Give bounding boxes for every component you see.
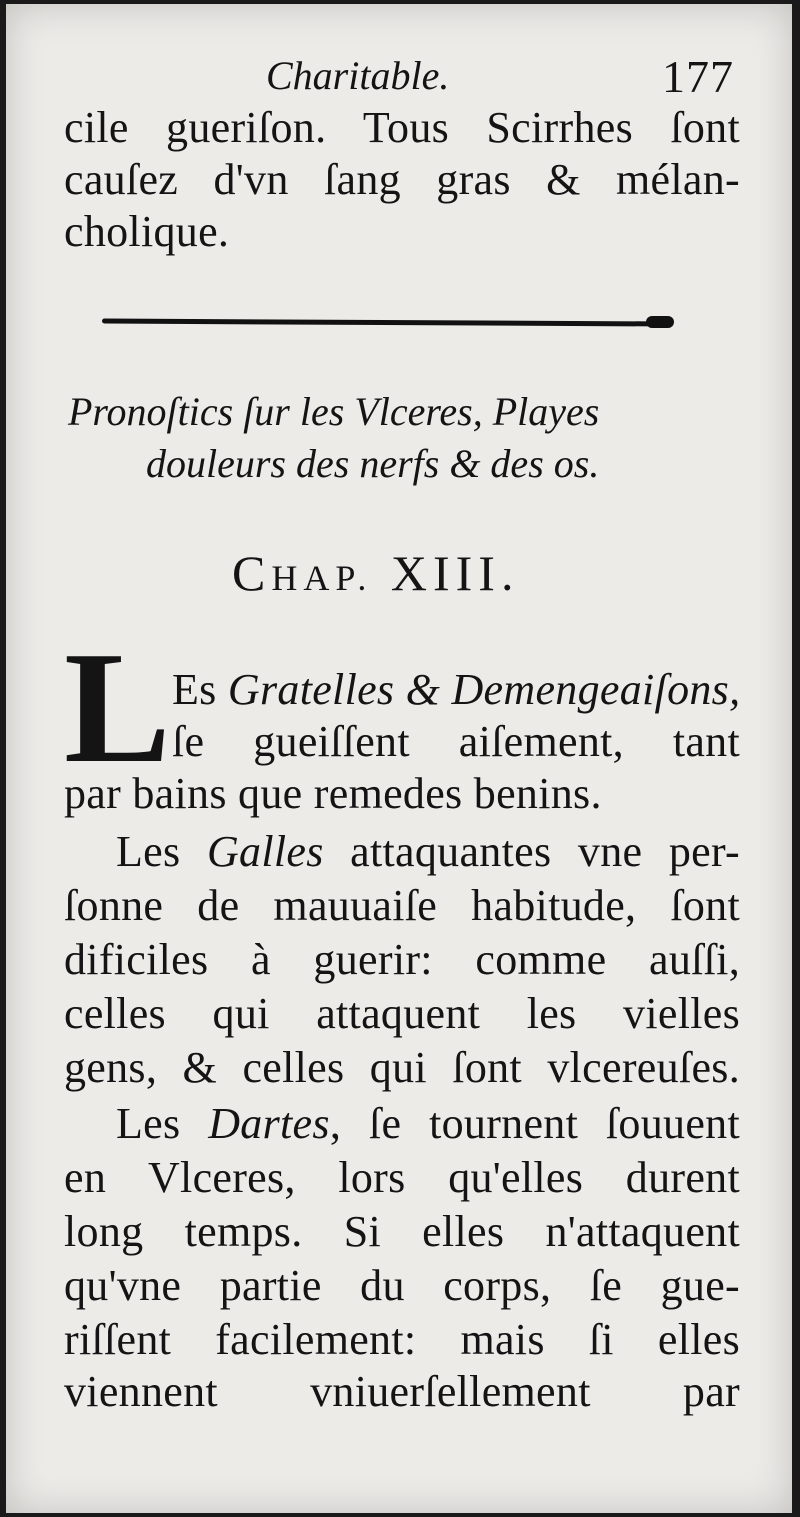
book-page: [6, 4, 792, 1513]
drop-cap-letter: L: [64, 618, 167, 796]
paragraph2-line-2: ſonne de mauuaiſe habitude, ſont: [64, 881, 740, 930]
paragraph1-line-3: par bains que remedes benins.: [64, 769, 602, 818]
text-line-top-1: cile gueriſon. Tous Scirrhes ſont: [64, 103, 740, 152]
chapter-heading: [232, 544, 519, 602]
paragraph1-line1-start: Es: [172, 665, 228, 714]
strikethrough-rule: [102, 319, 668, 327]
paragraph2-line1-italic: Galles: [206, 827, 324, 876]
paragraph2-line1-start: Les: [116, 827, 207, 876]
rule-end-mark: [646, 316, 674, 328]
chapter-prefix-initial: C: [232, 545, 272, 601]
page-header: [6, 52, 792, 102]
paragraph1-line-1: [172, 664, 740, 715]
paragraph1-line-2: ſe gueiſſent aiſement, tant: [172, 717, 740, 766]
chapter-prefix-rest: HAP.: [271, 558, 373, 598]
paragraph3-line-2: en Vlceres, lors qu'elles durent: [64, 1153, 740, 1202]
paragraph2-line-5: gens, & celles qui ſont vlcereuſes.: [64, 1043, 740, 1092]
text-line-top-3: cholique.: [64, 207, 230, 256]
paragraph3-line-6: viennent vniuerſellement par: [64, 1367, 740, 1416]
paragraph2-line-4: celles qui attaquent les vielles: [64, 989, 740, 1038]
paragraph2-line-3: dificiles à guerir: comme auſſi,: [64, 935, 740, 984]
paragraph3-line1-start: Les: [116, 1099, 209, 1148]
paragraph3-line-3: long temps. Si elles n'attaquent: [64, 1207, 740, 1256]
section-title-line-2: douleurs des nerfs & des os.: [146, 441, 600, 486]
text-line-top-2: cauſez d'vn ſang gras & mélan-: [64, 155, 740, 204]
paragraph3-line1-end: , ſe tournent ſouuent: [329, 1099, 740, 1148]
paragraph3-line-5: riſſent facilement: mais ſi elles: [64, 1315, 740, 1364]
page-number: 177: [662, 51, 734, 102]
running-title: Charitable.: [266, 53, 450, 98]
paragraph1-line1-italic: Gratelles & Demengeaiſons,: [227, 665, 741, 714]
paragraph3-line-4: qu'vne partie du corps, ſe gue-: [64, 1261, 740, 1310]
paragraph3-line1-italic: Dartes: [208, 1099, 330, 1148]
paragraph3-line-1: [116, 1098, 740, 1149]
paragraph2-line1-end: attaquantes vne per-: [323, 827, 740, 876]
paragraph2-line-1: [116, 826, 740, 877]
chapter-number: XIII.: [390, 545, 520, 601]
section-title-line-1: Pronoſtics ſur les Vlceres, Playes: [68, 389, 600, 434]
